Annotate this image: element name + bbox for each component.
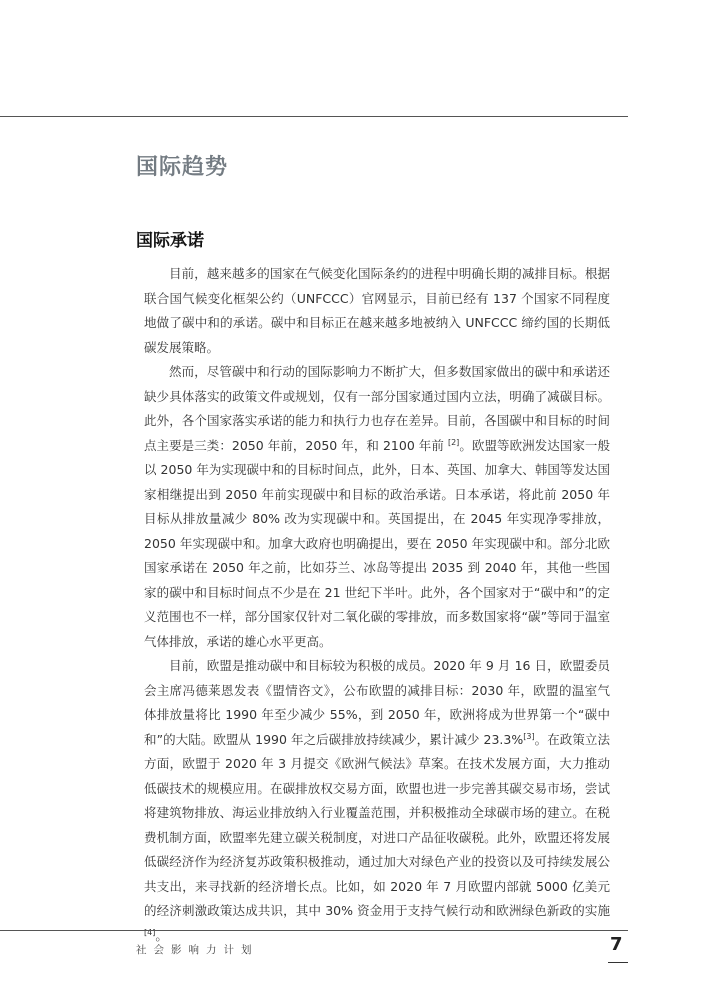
paragraph-3: 目前，欧盟是推动碳中和目标较为积极的成员。2020 年 9 月 16 日，欧盟委员会主席冯德莱恩发表《盟情咨文》，公布欧盟的减排目标：2030 年，欧盟的温室气体排放量将比 1990 年至少减少 55%，到 2050 年，欧洲将成为世界第一个“碳中和”的大陆。欧盟从 1990 年之后碳排放持续减少，累计减少 23.3%[3]。在政策立法方面，欧盟于 2020 年 3 月提交《欧洲气候法》草案。在技术发展方面，大力推动低碳技术的规模应用。在碳排放权交易方面，欧盟也进一步完善其碳交易市场，尝试将建筑物排放、海运业排放纳入行业覆盖范围，并积极推动全球碳市场的建立。在税费机制方面，欧盟率先建立碳关税制度，对进口产品征收碳税。此外，欧盟还将发展低碳经济作为经济复苏政策积极推动，通过加大对绿色产业的投资以及可持续发展公共支出，来寻找新的经济增长点。比如，如 2020 年 7 月欧盟内部就 5000 亿美元的经济刺激政策达成共识，其中 30% 资金用于支持气候行动和欧洲绿色新政的实施 [4]。 [144,658,610,943]
subsection-title: 国际承诺 [136,231,204,251]
page-number: 7 [610,934,623,955]
body-text [144,262,610,948]
footer-divider [0,930,628,931]
footnote-ref-3: [3] [523,731,535,741]
section-title: 国际趋势 [136,155,229,180]
paragraph-1: 目前，越来越多的国家在气候变化国际条约的进程中明确长期的减排目标。根据联合国气候变化框架公约（UNFCCC）官网显示，目前已经有 137 个国家不同程度地做了碳中和的承诺。碳中和目标正在越来越多地被纳入 UNFCCC 缔约国的长期低碳发展策略。 [144,266,610,355]
footnote-ref-4: [4] [144,927,156,937]
header-divider [0,116,628,117]
paragraph-2: 然而，尽管碳中和行动的国际影响力不断扩大，但多数国家做出的碳中和承诺还缺少具体落实的政策文件或规划，仅有一部分国家通过国内立法，明确了减碳目标。此外，各个国家落实承诺的能力和执行力也存在差异。目前，各国碳中和目标的时间点主要是三类：2050 年前，2050 年，和 2100 年前 [2]。欧盟等欧洲发达国家一般以 2050 年为实现碳中和的目标时间点，此外，日本、英国、加拿大、韩国等发达国家相继提出到 2050 年前实现碳中和目标的政治承诺。日本承诺，将此前 2050 年目标从排放量减少 80% 改为实现碳中和。英国提出，在 2045 年实现净零排放，2050 年实现碳中和。加拿大政府也明确提出，要在 2050 年实现碳中和。部分北欧国家承诺在 2050 年之前，比如芬兰、冰岛等提出 2035 到 2040 年，其他一些国家的碳中和目标时间点不少是在 21 世纪下半叶。此外，各个国家对于“碳中和”的定义范围也不一样，部分国家仅针对二氧化碳的零排放，而多数国家将“碳”等同于温室气体排放，承诺的雄心水平更高。 [144,364,610,649]
page-number-underline [608,962,628,963]
footer-text: 社会影响力计划 [136,944,259,956]
footnote-ref-2: [2] [447,437,460,447]
